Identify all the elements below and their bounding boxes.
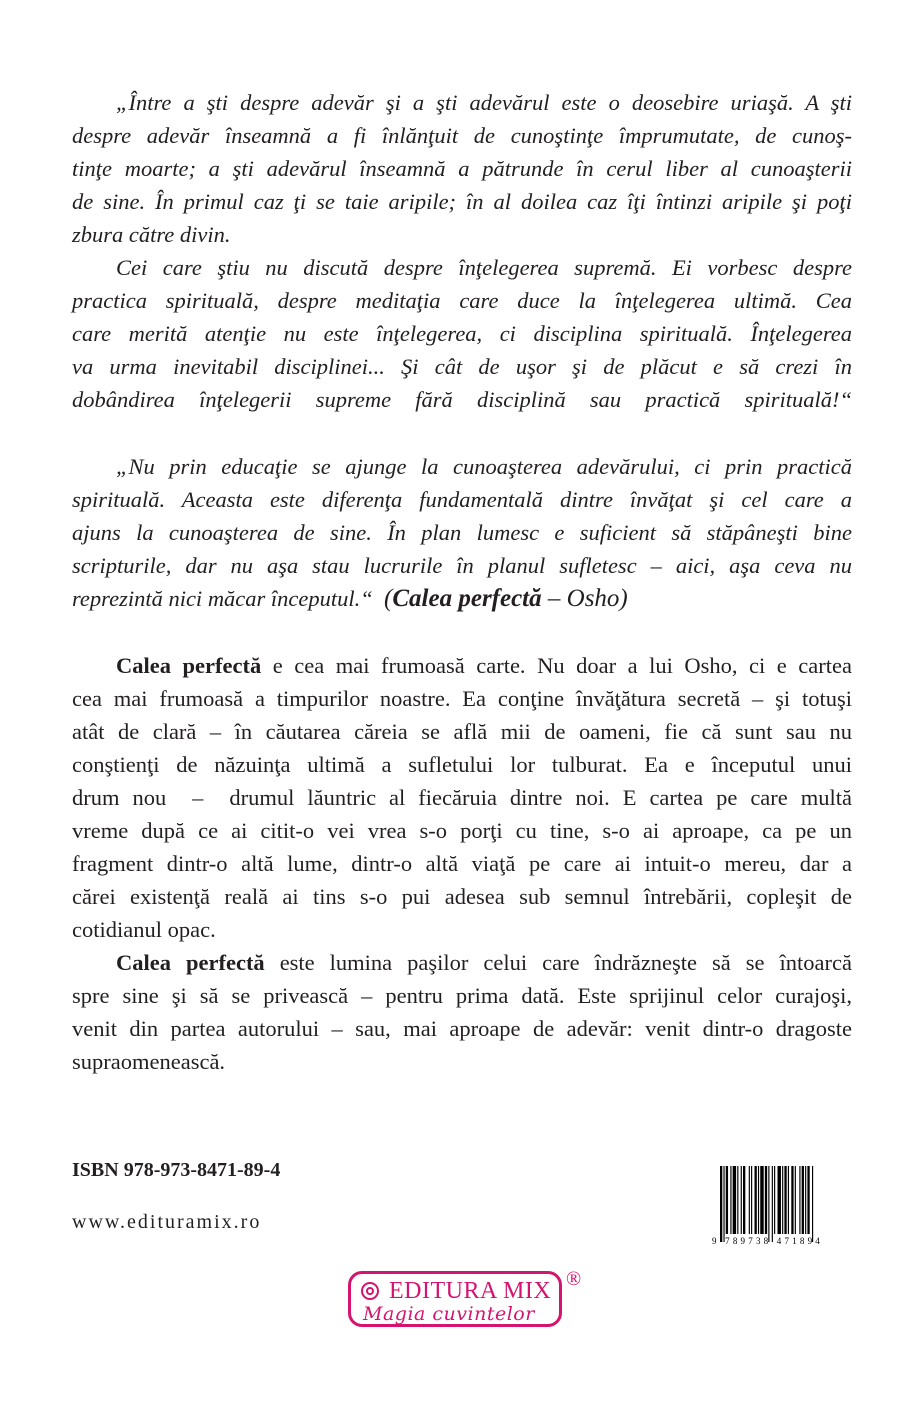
text-line: fragment dintr-o altă lume, dintr-o altă viaţă pe care ai intuit-o mereu, dar a <box>72 851 852 876</box>
text-segment: – Osho) <box>541 585 628 612</box>
publisher-logo <box>348 1271 562 1327</box>
paragraph <box>72 649 852 946</box>
barcode-bar <box>788 1166 789 1234</box>
barcode-bar <box>799 1166 800 1234</box>
paragraph-gap <box>72 615 852 649</box>
barcode <box>712 1166 850 1246</box>
text-segment: e cea mai frumoasă carte. Nu doar a lui Osho, ci e cartea <box>261 653 853 678</box>
book-title: Calea perfectă <box>116 950 265 975</box>
text-line: conştienţi de năzuinţa ultimă a sufletului lor tulburat. Ea e începutul unui <box>72 752 852 777</box>
text-line: supraomenească. <box>72 1049 226 1074</box>
barcode-bar <box>755 1166 757 1234</box>
text-line: venit din partea autorului – sau, mai aproape de adevăr: venit dintr-o dragoste <box>72 1016 852 1041</box>
text-line: „Nu prin educaţie se ajunge la cunoaşterea adevărului, ci prin practică <box>116 454 852 479</box>
barcode-bar <box>784 1166 786 1234</box>
text-line: zbura către divin. <box>72 222 231 247</box>
barcode-bar <box>774 1166 775 1234</box>
text-line: despre adevăr înseamnă a fi înlănţuit de cunoştinţe împrumutate, de cunoş- <box>72 123 852 148</box>
text-line: practica spirituală, despre meditaţia care duce la înţelegerea ultimă. Cea <box>72 288 852 313</box>
isbn: ISBN 978-973-8471-89-4 <box>72 1159 281 1181</box>
barcode-bar <box>733 1166 736 1234</box>
barcode-bar <box>720 1166 722 1242</box>
barcode-bar <box>758 1166 759 1234</box>
barcode-bar <box>768 1166 769 1242</box>
text-line: ajuns la cunoaşterea de sine. În plan lumesc e suficient să stăpâneşti bine <box>72 520 852 545</box>
text-segment: ( <box>384 585 393 612</box>
barcode-bar <box>807 1166 809 1234</box>
paragraph-gap <box>72 416 852 450</box>
barcode-bar <box>778 1166 781 1234</box>
text-line: scripturile, dar nu aşa stau lucrurile în planul sufletesc – aici, aşa ceva nu <box>72 553 852 578</box>
paragraph <box>72 251 852 416</box>
text-line <box>72 649 852 682</box>
barcode-bar <box>730 1166 731 1234</box>
text-line: Cei care ştiu nu discută despre înţelegerea supremă. Ei vorbesc despre <box>116 255 852 280</box>
barcode-bar <box>741 1166 742 1234</box>
barcode-bar <box>737 1166 738 1234</box>
back-cover-text <box>72 86 852 1078</box>
text-line: cea mai frumoasă a timpurilor noastre. Ea conţine învăţătura secretă – şi totuşi <box>72 686 852 711</box>
website-link[interactable]: www.edituramix.ro <box>72 1211 262 1233</box>
rose-icon <box>361 1282 379 1300</box>
paragraph <box>72 86 852 251</box>
barcode-bar <box>749 1166 750 1234</box>
text-line: atât de clară – în căutarea căreia se află mii de oameni, fie că sunt sau nu <box>72 719 852 744</box>
text-line: cotidianul opac. <box>72 917 216 942</box>
barcode-bar <box>751 1166 752 1234</box>
barcode-bar <box>743 1166 745 1234</box>
barcode-bar <box>812 1166 813 1242</box>
text-line: drum nou – drumul lăuntric al fiecăruia dintre noi. E cartea pe care multă <box>72 785 852 810</box>
registered-mark: ® <box>566 1268 582 1290</box>
text-line <box>72 946 852 979</box>
text-line <box>72 582 852 615</box>
barcode-bar <box>802 1166 804 1234</box>
text-segment: este lumina paşilor celui care îndrăzneşte să se întoarcă <box>264 950 852 975</box>
publisher-name: EDITURA MIX <box>389 1278 552 1304</box>
text-line: tinţe moarte; a şti adevărul înseamnă a pătrunde în cerul liber al cunoaşterii <box>72 156 852 181</box>
text-line: va urma inevitabil disciplinei... Şi cât de uşor şi de plăcut e să crezi în <box>72 354 852 379</box>
book-title: Calea perfectă <box>116 653 262 678</box>
barcode-bar <box>772 1166 773 1242</box>
text-line: dobândirea înţelegerii supreme fără disciplină sau practică spirituală!“ <box>72 387 852 412</box>
text-line: „Între a şti despre adevăr şi a şti adevărul este o deosebire uriaşă. A şti <box>116 90 852 115</box>
text-line: spirituală. Aceasta este diferenţa fundamentală dintre învăţat şi cel care a <box>72 487 852 512</box>
text-line: de sine. În primul caz ţi se taie aripile; în al doilea caz îţi întinzi aripile şi poţi <box>72 189 852 214</box>
paragraph <box>72 946 852 1078</box>
text-segment: reprezintă nici măcar începutul.“ <box>72 586 385 611</box>
text-line: vreme după ce ai citit-o vei vrea s-o porţi cu tine, s-o ai aproape, ca pe un <box>72 818 852 843</box>
barcode-bar <box>795 1166 796 1234</box>
barcode-bar <box>760 1166 763 1234</box>
barcode-bar <box>782 1166 783 1234</box>
text-line: spre sine şi să se privească – pentru prima dată. Este sprijinul celor curajoşi, <box>72 983 852 1008</box>
book-title: Calea perfectă <box>392 585 542 612</box>
barcode-digits: 9 789738 471894 <box>712 1236 823 1246</box>
publisher-tagline: Magia cuvintelor <box>363 1303 535 1325</box>
barcode-bar <box>726 1166 728 1234</box>
paragraph <box>72 450 852 615</box>
text-line: care merită atenţie nu este înţelegerea, ci disciplina spirituală. Înţelegerea <box>72 321 852 346</box>
barcode-bar <box>765 1166 767 1234</box>
barcode-bar <box>791 1166 793 1234</box>
barcode-bar <box>805 1166 806 1234</box>
text-line: cărei existenţă reală ai tins s-o pui adesea sub semnul întrebării, copleşit de <box>72 884 852 909</box>
barcode-bar <box>723 1166 724 1242</box>
